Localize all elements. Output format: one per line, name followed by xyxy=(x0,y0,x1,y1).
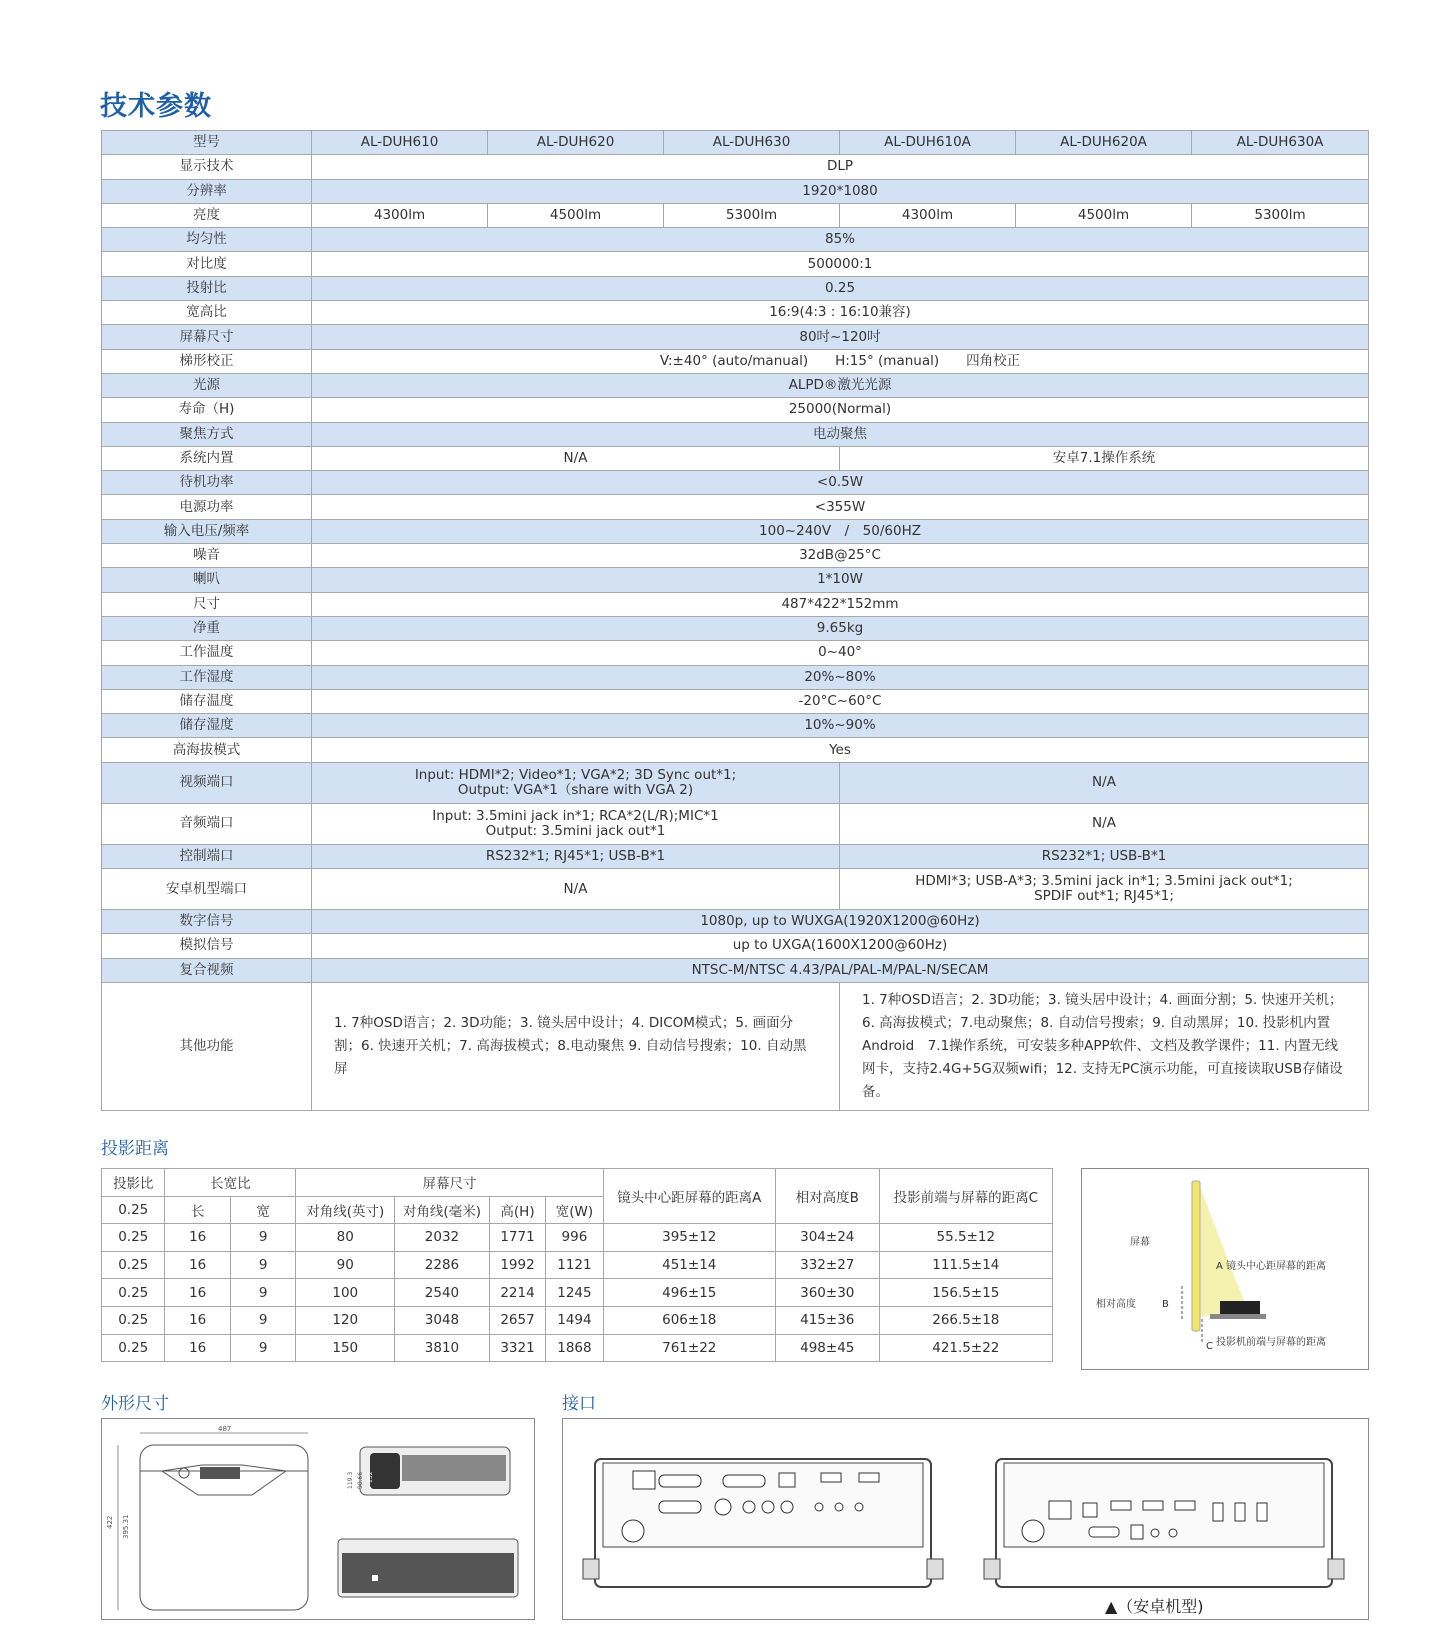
spec-value: 500000:1 xyxy=(312,252,1369,276)
spec-value: 487*422*152mm xyxy=(312,592,1369,616)
spec-value: <355W xyxy=(312,495,1369,519)
spec-label: 数字信号 xyxy=(102,910,312,934)
spec-row xyxy=(102,544,1369,568)
cell: 2032 xyxy=(395,1224,490,1252)
spec-value: 1080p, up to WUXGA(1920X1200@60Hz) xyxy=(312,910,1369,934)
model-cell: AL-DUH620 xyxy=(488,131,664,155)
table-row xyxy=(102,1306,1053,1334)
spec-value: 80吋~120吋 xyxy=(312,325,1369,349)
model-cell: AL-DUH620A xyxy=(1016,131,1192,155)
cell: 1121 xyxy=(546,1251,603,1279)
cell: 9 xyxy=(230,1251,295,1279)
top-view-window xyxy=(200,1467,240,1479)
spec-row xyxy=(102,325,1369,349)
spec-row xyxy=(102,446,1369,470)
cell: 111.5±14 xyxy=(879,1251,1052,1279)
dim-depth2: 395.31 xyxy=(122,1514,130,1539)
spec-row xyxy=(102,869,1369,910)
spec-row xyxy=(102,276,1369,300)
panel-standard-foot xyxy=(927,1559,943,1579)
cell: 360±30 xyxy=(775,1279,879,1307)
spec-value: 4500lm xyxy=(1016,203,1192,227)
spec-row xyxy=(102,803,1369,844)
panel-android-foot xyxy=(1328,1559,1344,1579)
rca-icon xyxy=(855,1503,863,1511)
cell: 120 xyxy=(296,1306,395,1334)
spec-label: 高海拔模式 xyxy=(102,738,312,762)
spec-value: 100~240V / 50/60HZ xyxy=(312,519,1369,543)
distance-table xyxy=(101,1168,1053,1362)
line: SPDIF out*1; RJ45*1; xyxy=(1034,888,1174,905)
spec-label: 显示技术 xyxy=(102,155,312,179)
spec-value: 9.65kg xyxy=(312,616,1369,640)
spec-label: 亮度 xyxy=(102,203,312,227)
cell: 1992 xyxy=(489,1251,545,1279)
spec-value: 85% xyxy=(312,228,1369,252)
header-cell: 投影比 xyxy=(102,1169,165,1197)
spec-value: 5300lm xyxy=(1192,203,1369,227)
cell: 0.25 xyxy=(102,1279,165,1307)
spec-value: RS232*1; USB-B*1 xyxy=(840,844,1369,868)
rca-icon xyxy=(815,1503,823,1511)
power-icon xyxy=(1022,1520,1044,1542)
header-cell: 对角线(毫米) xyxy=(395,1196,490,1224)
panel-standard-foot xyxy=(583,1559,599,1579)
cell: 156.5±15 xyxy=(879,1279,1052,1307)
dim-depth: 422 xyxy=(106,1515,114,1529)
vga-icon xyxy=(723,1475,765,1487)
header-cell: 镜头中心距屏幕的距离A xyxy=(603,1169,775,1224)
spec-row xyxy=(102,179,1369,203)
outline-panel xyxy=(101,1418,535,1620)
cell: 9 xyxy=(230,1306,295,1334)
cell: 3810 xyxy=(395,1334,490,1362)
audio-jack-icon xyxy=(781,1501,793,1513)
spec-label: 净重 xyxy=(102,616,312,640)
header-cell: 长宽比 xyxy=(165,1169,296,1197)
spec-row xyxy=(102,568,1369,592)
hdmi-icon xyxy=(821,1473,841,1482)
cell: 496±15 xyxy=(603,1279,775,1307)
projector-shape xyxy=(1220,1301,1260,1315)
spec-value: NTSC-M/NTSC 4.43/PAL/PAL-M/PAL-N/SECAM xyxy=(312,958,1369,982)
spec-row xyxy=(102,592,1369,616)
spec-value: 0.25 xyxy=(312,276,1369,300)
cell: 421.5±22 xyxy=(879,1334,1052,1362)
spec-label: 寿命（H) xyxy=(102,398,312,422)
spec-value: up to UXGA(1600X1200@60Hz) xyxy=(312,934,1369,958)
panel-android-foot xyxy=(984,1559,1000,1579)
spec-value: 5300lm xyxy=(664,203,840,227)
cell: 0.25 xyxy=(102,1334,165,1362)
spec-label: 待机功率 xyxy=(102,471,312,495)
spec-value: 电动聚焦 xyxy=(312,422,1369,446)
spec-row xyxy=(102,398,1369,422)
ports-panel xyxy=(562,1418,1369,1620)
b-label: B xyxy=(1162,1299,1169,1310)
spec-row xyxy=(102,422,1369,446)
projector-base xyxy=(1210,1314,1266,1319)
light-beam xyxy=(1194,1187,1247,1317)
cell: 80 xyxy=(296,1224,395,1252)
spec-label: 其他功能 xyxy=(102,982,312,1110)
side-view-vent xyxy=(402,1455,506,1481)
dim-h3: 152 xyxy=(367,1471,374,1483)
cell: 606±18 xyxy=(603,1306,775,1334)
spec-value: -20°C~60°C xyxy=(312,689,1369,713)
cell: 1868 xyxy=(546,1334,603,1362)
line: Output: 3.5mini jack out*1 xyxy=(485,822,666,839)
spec-value: ALPD®激光光源 xyxy=(312,373,1369,397)
screen-label: 屏幕 xyxy=(1130,1237,1150,1248)
cell: 100 xyxy=(296,1279,395,1307)
cell: 0.25 xyxy=(102,1251,165,1279)
spec-value: 安卓7.1操作系统 xyxy=(840,446,1369,470)
cell: 3321 xyxy=(489,1334,545,1362)
cell: 2214 xyxy=(489,1279,545,1307)
model-cell: AL-DUH630A xyxy=(1192,131,1369,155)
spec-value: 25000(Normal) xyxy=(312,398,1369,422)
cell: 1245 xyxy=(546,1279,603,1307)
outline-title: 外形尺寸 xyxy=(101,1394,169,1414)
back-view-port xyxy=(372,1575,378,1581)
spec-value: 10%~90% xyxy=(312,714,1369,738)
cell: 0.25 xyxy=(102,1306,165,1334)
spec-value: 16:9(4:3 : 16:10兼容) xyxy=(312,301,1369,325)
cell: 3048 xyxy=(395,1306,490,1334)
spec-value: DLP xyxy=(312,155,1369,179)
spec-row xyxy=(102,471,1369,495)
distance-title: 投影距离 xyxy=(101,1139,169,1159)
cell: 2286 xyxy=(395,1251,490,1279)
spec-row xyxy=(102,349,1369,373)
a-label: A xyxy=(1216,1261,1223,1272)
table-row xyxy=(102,1334,1053,1362)
spec-label: 控制端口 xyxy=(102,844,312,868)
spec-row xyxy=(102,665,1369,689)
cell: 498±45 xyxy=(775,1334,879,1362)
cell: 9 xyxy=(230,1279,295,1307)
spec-label: 系统内置 xyxy=(102,446,312,470)
spec-value: N/A xyxy=(840,762,1369,803)
spec-value: <0.5W xyxy=(312,471,1369,495)
audio-jack-icon xyxy=(743,1501,755,1513)
spec-row xyxy=(102,616,1369,640)
hdmi-icon xyxy=(859,1473,879,1482)
model-cell: AL-DUH610 xyxy=(312,131,488,155)
c-label: C xyxy=(1206,1341,1213,1352)
usb-b-icon xyxy=(1083,1503,1097,1517)
audio-jack-icon xyxy=(1151,1529,1159,1537)
spec-row xyxy=(102,958,1369,982)
spec-row xyxy=(102,689,1369,713)
spec-value: 20%~80% xyxy=(312,665,1369,689)
spec-label: 光源 xyxy=(102,373,312,397)
cell: 2540 xyxy=(395,1279,490,1307)
power-icon xyxy=(622,1520,644,1542)
spec-value: 0~40° xyxy=(312,641,1369,665)
line: Output: VGA*1（share with VGA 2) xyxy=(457,781,694,798)
cell: 55.5±12 xyxy=(879,1224,1052,1252)
back-view-vent xyxy=(342,1553,514,1593)
model-cell: AL-DUH630 xyxy=(664,131,840,155)
spec-value: 32dB@25°C xyxy=(312,544,1369,568)
usb-b-icon xyxy=(779,1473,795,1487)
header-cell: 长 xyxy=(165,1196,230,1224)
spec-label: 均匀性 xyxy=(102,228,312,252)
spec-label: 储存温度 xyxy=(102,689,312,713)
table-row xyxy=(102,1251,1053,1279)
spec-label: 音频端口 xyxy=(102,803,312,844)
cell: 0.25 xyxy=(102,1224,165,1252)
header-cell: 屏幕尺寸 xyxy=(296,1169,603,1197)
ports-drawing xyxy=(563,1419,1368,1619)
spec-row xyxy=(102,982,1369,1110)
spec-value: N/A xyxy=(312,869,840,910)
dim-h2: 90.66 xyxy=(357,1471,364,1489)
header-cell: 相对高度B xyxy=(775,1169,879,1224)
spec-row xyxy=(102,252,1369,276)
height-label: 相对高度 xyxy=(1096,1299,1136,1310)
cell: 1771 xyxy=(489,1224,545,1252)
cell: 2657 xyxy=(489,1306,545,1334)
header-cell: 对角线(英寸) xyxy=(296,1196,395,1224)
spec-row xyxy=(102,844,1369,868)
spec-row xyxy=(102,641,1369,665)
cell: 451±14 xyxy=(603,1251,775,1279)
cell: 332±27 xyxy=(775,1251,879,1279)
spec-label: 工作温度 xyxy=(102,641,312,665)
hdmi-icon xyxy=(1175,1501,1195,1510)
spec-row xyxy=(102,714,1369,738)
spec-row xyxy=(102,910,1369,934)
usb-a-icon xyxy=(1257,1503,1267,1521)
spec-label: 分辨率 xyxy=(102,179,312,203)
spec-label: 投射比 xyxy=(102,276,312,300)
dim-width: 487 xyxy=(218,1425,232,1433)
spec-label: 梯形校正 xyxy=(102,349,312,373)
side-view-panel xyxy=(370,1453,400,1489)
spec-label: 喇叭 xyxy=(102,568,312,592)
spec-label: 尺寸 xyxy=(102,592,312,616)
spec-row xyxy=(102,934,1369,958)
spec-value xyxy=(312,762,840,803)
spec-row xyxy=(102,155,1369,179)
header-cell: 高(H) xyxy=(489,1196,545,1224)
spec-row xyxy=(102,228,1369,252)
feature-list-left: 1. 7种OSD语言；2. 3D功能；3. 镜头居中设计；4. DICOM模式；5. 画面分割；6. 快速开关机；7. 高海拔模式；8.电动聚焦 9. 自动信号搜索；10. 自动黑屏 xyxy=(312,982,840,1110)
spdif-icon xyxy=(1131,1525,1143,1539)
model-cell: AL-DUH610A xyxy=(840,131,1016,155)
spec-label: 型号 xyxy=(102,131,312,155)
line: Input: HDMI*2; Video*1; VGA*2; 3D Sync out*1; xyxy=(414,766,737,783)
cell: 761±22 xyxy=(603,1334,775,1362)
spec-value: 4300lm xyxy=(840,203,1016,227)
outline-drawing xyxy=(102,1419,534,1619)
header-cell: 宽 xyxy=(230,1196,295,1224)
throw-diagram-svg xyxy=(1082,1169,1368,1369)
screen-shape xyxy=(1192,1181,1200,1331)
cell: 16 xyxy=(165,1306,230,1334)
spec-label: 复合视频 xyxy=(102,958,312,982)
spec-value: RS232*1; RJ45*1; USB-B*1 xyxy=(312,844,840,868)
spec-label: 模拟信号 xyxy=(102,934,312,958)
header-cell: 投影前端与屏幕的距离C xyxy=(879,1169,1052,1224)
android-caption: ▲（安卓机型) xyxy=(1105,1597,1204,1616)
dim-h1: 119.3 xyxy=(347,1471,354,1489)
spec-label: 对比度 xyxy=(102,252,312,276)
cell: 9 xyxy=(230,1334,295,1362)
video-icon xyxy=(715,1499,731,1515)
a-text: 镜头中心距屏幕的距离 xyxy=(1226,1261,1326,1272)
spec-label: 安卓机型端口 xyxy=(102,869,312,910)
line: Input: 3.5mini jack in*1; RCA*2(L/R);MIC*1 xyxy=(432,807,719,824)
hdmi-icon xyxy=(1111,1501,1131,1510)
cell: 16 xyxy=(165,1334,230,1362)
rj45-icon xyxy=(1049,1501,1071,1519)
page-title: 技术参数 xyxy=(100,91,212,122)
audio-jack-icon xyxy=(762,1501,774,1513)
spec-value: Yes xyxy=(312,738,1369,762)
usb-a-icon xyxy=(1213,1503,1223,1521)
spec-label: 储存湿度 xyxy=(102,714,312,738)
cell: 266.5±18 xyxy=(879,1306,1052,1334)
ports-title: 接口 xyxy=(562,1394,596,1414)
line: HDMI*3; USB-A*3; 3.5mini jack in*1; 3.5mini jack out*1; xyxy=(915,873,1293,890)
spec-value: 1*10W xyxy=(312,568,1369,592)
cell: 150 xyxy=(296,1334,395,1362)
table-row xyxy=(102,1224,1053,1252)
spec-label: 电源功率 xyxy=(102,495,312,519)
cell: 415±36 xyxy=(775,1306,879,1334)
spec-row xyxy=(102,203,1369,227)
spec-value: V:±40° (auto/manual) H:15° (manual) 四角校正 xyxy=(312,349,1369,373)
hdmi-icon xyxy=(1143,1501,1163,1510)
spec-row xyxy=(102,738,1369,762)
spec-value: N/A xyxy=(312,446,840,470)
spec-label: 屏幕尺寸 xyxy=(102,325,312,349)
throw-diagram xyxy=(1081,1168,1369,1370)
feature-list-right: 1. 7种OSD语言；2. 3D功能；3. 镜头居中设计；4. 画面分割；5. 快速开关机；6. 高海拔模式；7.电动聚焦；8. 自动信号搜索；9. 自动黑屏；10. 投影机内置 Android 7.1操作系统，可安装多种APP软件、文档及教学课件；11. 内置无线网卡，支持2.4G+5G双频wifi；12. 支持无PC演示功能，可直接读取USB存储设备。 xyxy=(840,982,1369,1110)
cell: 1494 xyxy=(546,1306,603,1334)
spec-value: 4300lm xyxy=(312,203,488,227)
header-cell: 宽(W) xyxy=(546,1196,603,1224)
spec-row xyxy=(102,301,1369,325)
cell: 16 xyxy=(165,1251,230,1279)
cell: 90 xyxy=(296,1251,395,1279)
spec-value xyxy=(840,869,1369,910)
spec-row xyxy=(102,519,1369,543)
spec-label: 视频端口 xyxy=(102,762,312,803)
spec-label: 宽高比 xyxy=(102,301,312,325)
cell: 996 xyxy=(546,1224,603,1252)
spec-row xyxy=(102,762,1369,803)
header-cell: 0.25 xyxy=(102,1196,165,1224)
spec-label: 输入电压/频率 xyxy=(102,519,312,543)
vga-icon xyxy=(659,1501,701,1513)
spec-label: 噪音 xyxy=(102,544,312,568)
rs232-icon xyxy=(1089,1527,1119,1537)
cell: 395±12 xyxy=(603,1224,775,1252)
spec-label: 工作湿度 xyxy=(102,665,312,689)
vga-icon xyxy=(659,1475,701,1487)
spec-row xyxy=(102,495,1369,519)
audio-jack-icon xyxy=(1169,1529,1177,1537)
spec-row-model xyxy=(102,131,1369,155)
spec-table xyxy=(101,130,1369,1111)
distance-header-row xyxy=(102,1169,1053,1197)
cell: 304±24 xyxy=(775,1224,879,1252)
cell: 9 xyxy=(230,1224,295,1252)
table-row xyxy=(102,1279,1053,1307)
rca-icon xyxy=(835,1503,843,1511)
usb-a-icon xyxy=(1235,1503,1245,1521)
spec-row xyxy=(102,373,1369,397)
spec-value xyxy=(312,803,840,844)
c-text: 投影机前端与屏幕的距离 xyxy=(1216,1337,1326,1348)
spec-value: 1920*1080 xyxy=(312,179,1369,203)
cell: 16 xyxy=(165,1279,230,1307)
spec-value: 4500lm xyxy=(488,203,664,227)
spec-label: 聚焦方式 xyxy=(102,422,312,446)
rj45-icon xyxy=(633,1471,655,1489)
spec-value: N/A xyxy=(840,803,1369,844)
cell: 16 xyxy=(165,1224,230,1252)
